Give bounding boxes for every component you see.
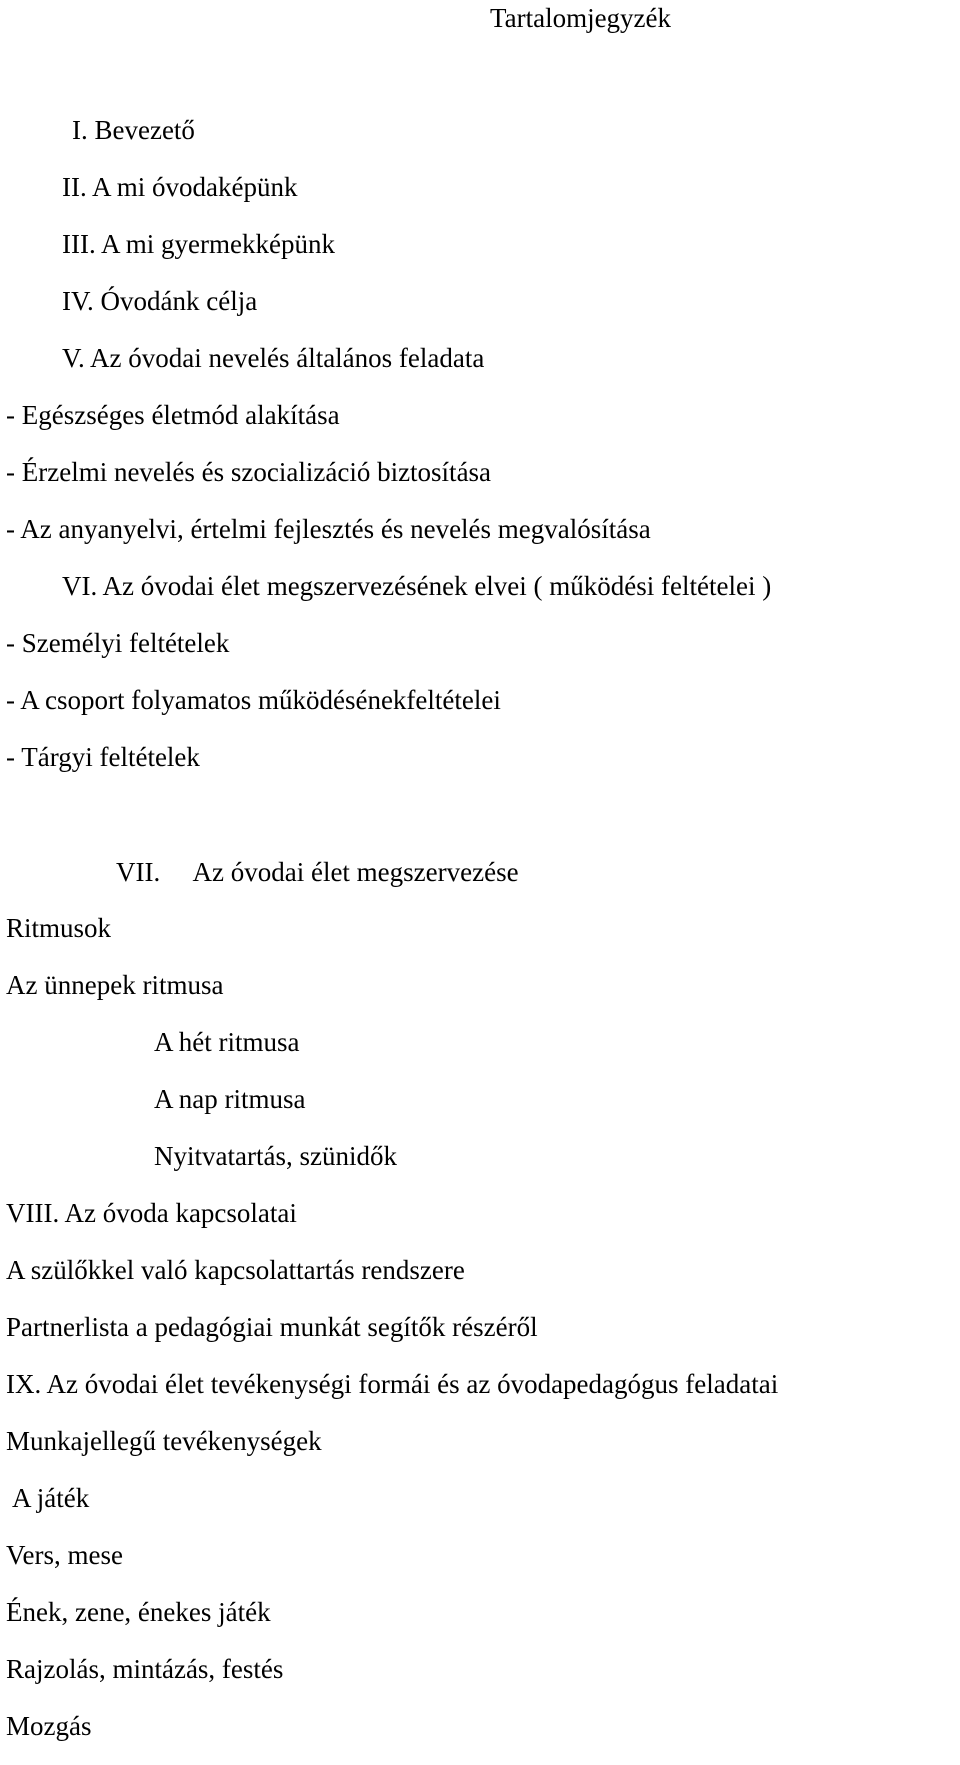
toc-subentry-9-5: Rajzolás, mintázás, festés bbox=[6, 1654, 284, 1684]
toc-entry-8: VIII. Az óvoda kapcsolatai bbox=[6, 1198, 297, 1228]
toc-subentry-9-6: Mozgás bbox=[6, 1711, 92, 1741]
toc-entry-4: IV. Óvodánk célja bbox=[62, 286, 258, 316]
toc-subentry-9-2: A játék bbox=[12, 1483, 90, 1513]
toc-entry-6: VI. Az óvodai élet megszervezésének elvei ( működési feltételei ) bbox=[62, 571, 772, 601]
toc-subentry-9-3: Vers, mese bbox=[6, 1540, 123, 1570]
page-title: Tartalomjegyzék bbox=[490, 3, 672, 33]
toc-entry-1: I. Bevezető bbox=[72, 115, 195, 145]
toc-entry-9: IX. Az óvodai élet tevékenységi formái és az óvodapedagógus feladatai bbox=[6, 1369, 779, 1399]
toc-subentry-7-3: A hét ritmusa bbox=[154, 1027, 300, 1057]
toc-subentry-7-1: Ritmusok bbox=[6, 913, 112, 943]
toc-subentry-9-1: Munkajellegű tevékenységek bbox=[6, 1426, 322, 1456]
toc-subentry-6-1: - Személyi feltételek bbox=[6, 628, 230, 658]
toc-subentry-7-2: Az ünnepek ritmusa bbox=[6, 970, 224, 1000]
toc-subentry-8-2: Partnerlista a pedagógiai munkát segítők részéről bbox=[6, 1312, 538, 1342]
toc-subentry-7-5: Nyitvatartás, szünidők bbox=[154, 1141, 397, 1171]
toc-subentry-6-3: - Tárgyi feltételek bbox=[6, 742, 200, 772]
toc-subentry-7-4: A nap ritmusa bbox=[154, 1084, 306, 1114]
toc-entry-2: II. A mi óvodaképünk bbox=[62, 172, 298, 202]
toc-entry-5: V. Az óvodai nevelés általános feladata bbox=[62, 343, 485, 373]
toc-subentry-5-2: - Érzelmi nevelés és szocializáció biztosítása bbox=[6, 457, 492, 487]
toc-subentry-5-1: - Egészséges életmód alakítása bbox=[6, 400, 340, 430]
toc-subentry-9-4: Ének, zene, énekes játék bbox=[6, 1597, 271, 1627]
toc-subentry-6-2: - A csoport folyamatos működésénekfeltételei bbox=[6, 685, 501, 715]
toc-entry-3: III. A mi gyermekképünk bbox=[62, 229, 335, 259]
toc-entry-7: VII. Az óvodai élet megszervezése bbox=[116, 857, 519, 887]
toc-subentry-8-1: A szülőkkel való kapcsolattartás rendszere bbox=[6, 1255, 465, 1285]
toc-subentry-5-3: - Az anyanyelvi, értelmi fejlesztés és nevelés megvalósítása bbox=[6, 514, 651, 544]
